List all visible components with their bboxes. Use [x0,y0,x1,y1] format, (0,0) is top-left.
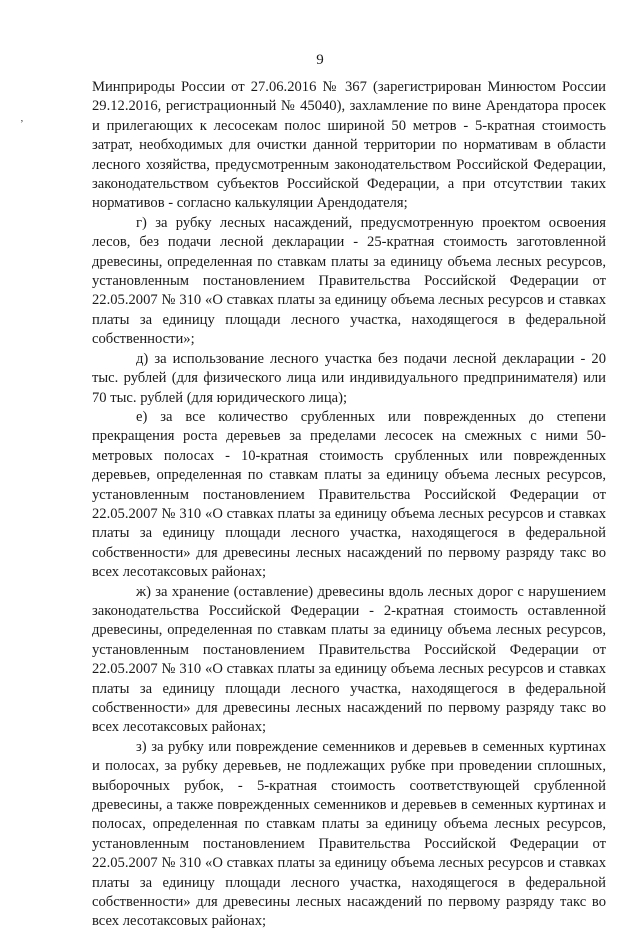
margin-mark: ʼ [20,118,24,130]
paragraph-continuation: Минприроды России от 27.06.2016 № 367 (зарегистрирован Минюстом России 29.12.2016, регистрационный № 45040), захламление по вине Арендатора просек и прилегающих к лесосекам полос шириной 50 метров - 5-кратная стоимость затрат, необходимых для очистки данной территории по нормативам в области лесного хозяйства, предусмотренным законодательством Российской Федерации, законодательством субъектов Российской Федерации, а при отсутствии таких нормативов - согласно калькуляции Арендодателя; [92,79,606,212]
paragraph-item-e: е) за все количество срубленных или поврежденных до степени прекращения роста деревьев за пределами лесосек на смежных с ними 50-метровых полосах - 10-кратная стоимость срубленных или поврежденных деревьев, определенная по ставкам платы за единицу объема лесных ресурсов, установленным постановлением Правительства Российской Федерации от 22.05.2007 № 310 «О ставках платы за единицу объема лесных ресурсов и ставках платы за единицу площади лесного участка, находящегося в федеральной собственности» для древесины лесных насаждений по первому разряду такс во всех лесотаксовых районах; [92,408,606,581]
paragraph-item-g: г) за рубку лесных насаждений, предусмотренную проектом освоения лесов, без подачи лесной декларации - 25-кратная стоимость заготовленной древесины, определенная по ставкам платы за единицу объема лесных ресурсов, установленным постановлением Правительства Российской Федерации от 22.05.2007 № 310 «О ставках платы за единицу объема лесных ресурсов и ставках платы за единицу площади лесного участка, находящегося в федеральной собственности»; [92,214,606,348]
paragraph-item-z: з) за рубку или повреждение семенников и деревьев в семенных куртинах и полосах, за рубку деревьев, не подлежащих рубке при проведении сплошных, выборочных рубок, - 5-кратная стоимость соответствующей срубленной древесины, а также поврежденных семенников и деревьев в семенных куртинах и полосах, определенная по ставкам платы за единицу объема лесных ресурсов, установленным постановлением Правительства Российской Федерации от 22.05.2007 № 310 «О ставках платы за единицу объема лесных ресурсов и ставках платы за единицу площади лесного участка, находящегося в федеральной собственности» для древесины лесных насаждений по первому разряду такс во всех лесотаксовых районах; [92,738,606,930]
page-number: 9 [316,52,324,68]
paragraph-item-d: д) за использование лесного участка без подачи лесной декларации - 20 тыс. рублей (для физического лица или индивидуального предпринимателя) или 70 тыс. рублей (для юридического лица); [92,350,606,406]
paragraph-item-zh: ж) за хранение (оставление) древесины вдоль лесных дорог с нарушением законодательства Российской Федерации - 2-кратная стоимость оставленной древесины, определенная по ставкам платы за единицу объема лесных ресурсов, установленным постановлением Правительства Российской Федерации от 22.05.2007 № 310 «О ставках платы за единицу объема лесных ресурсов и ставках платы за единицу площади лесного участка, находящегося в федеральной собственности» для древесины лесных насаждений по первому разряду такс во всех лесотаксовых районах; [92,583,606,736]
document-body [92,78,606,932]
